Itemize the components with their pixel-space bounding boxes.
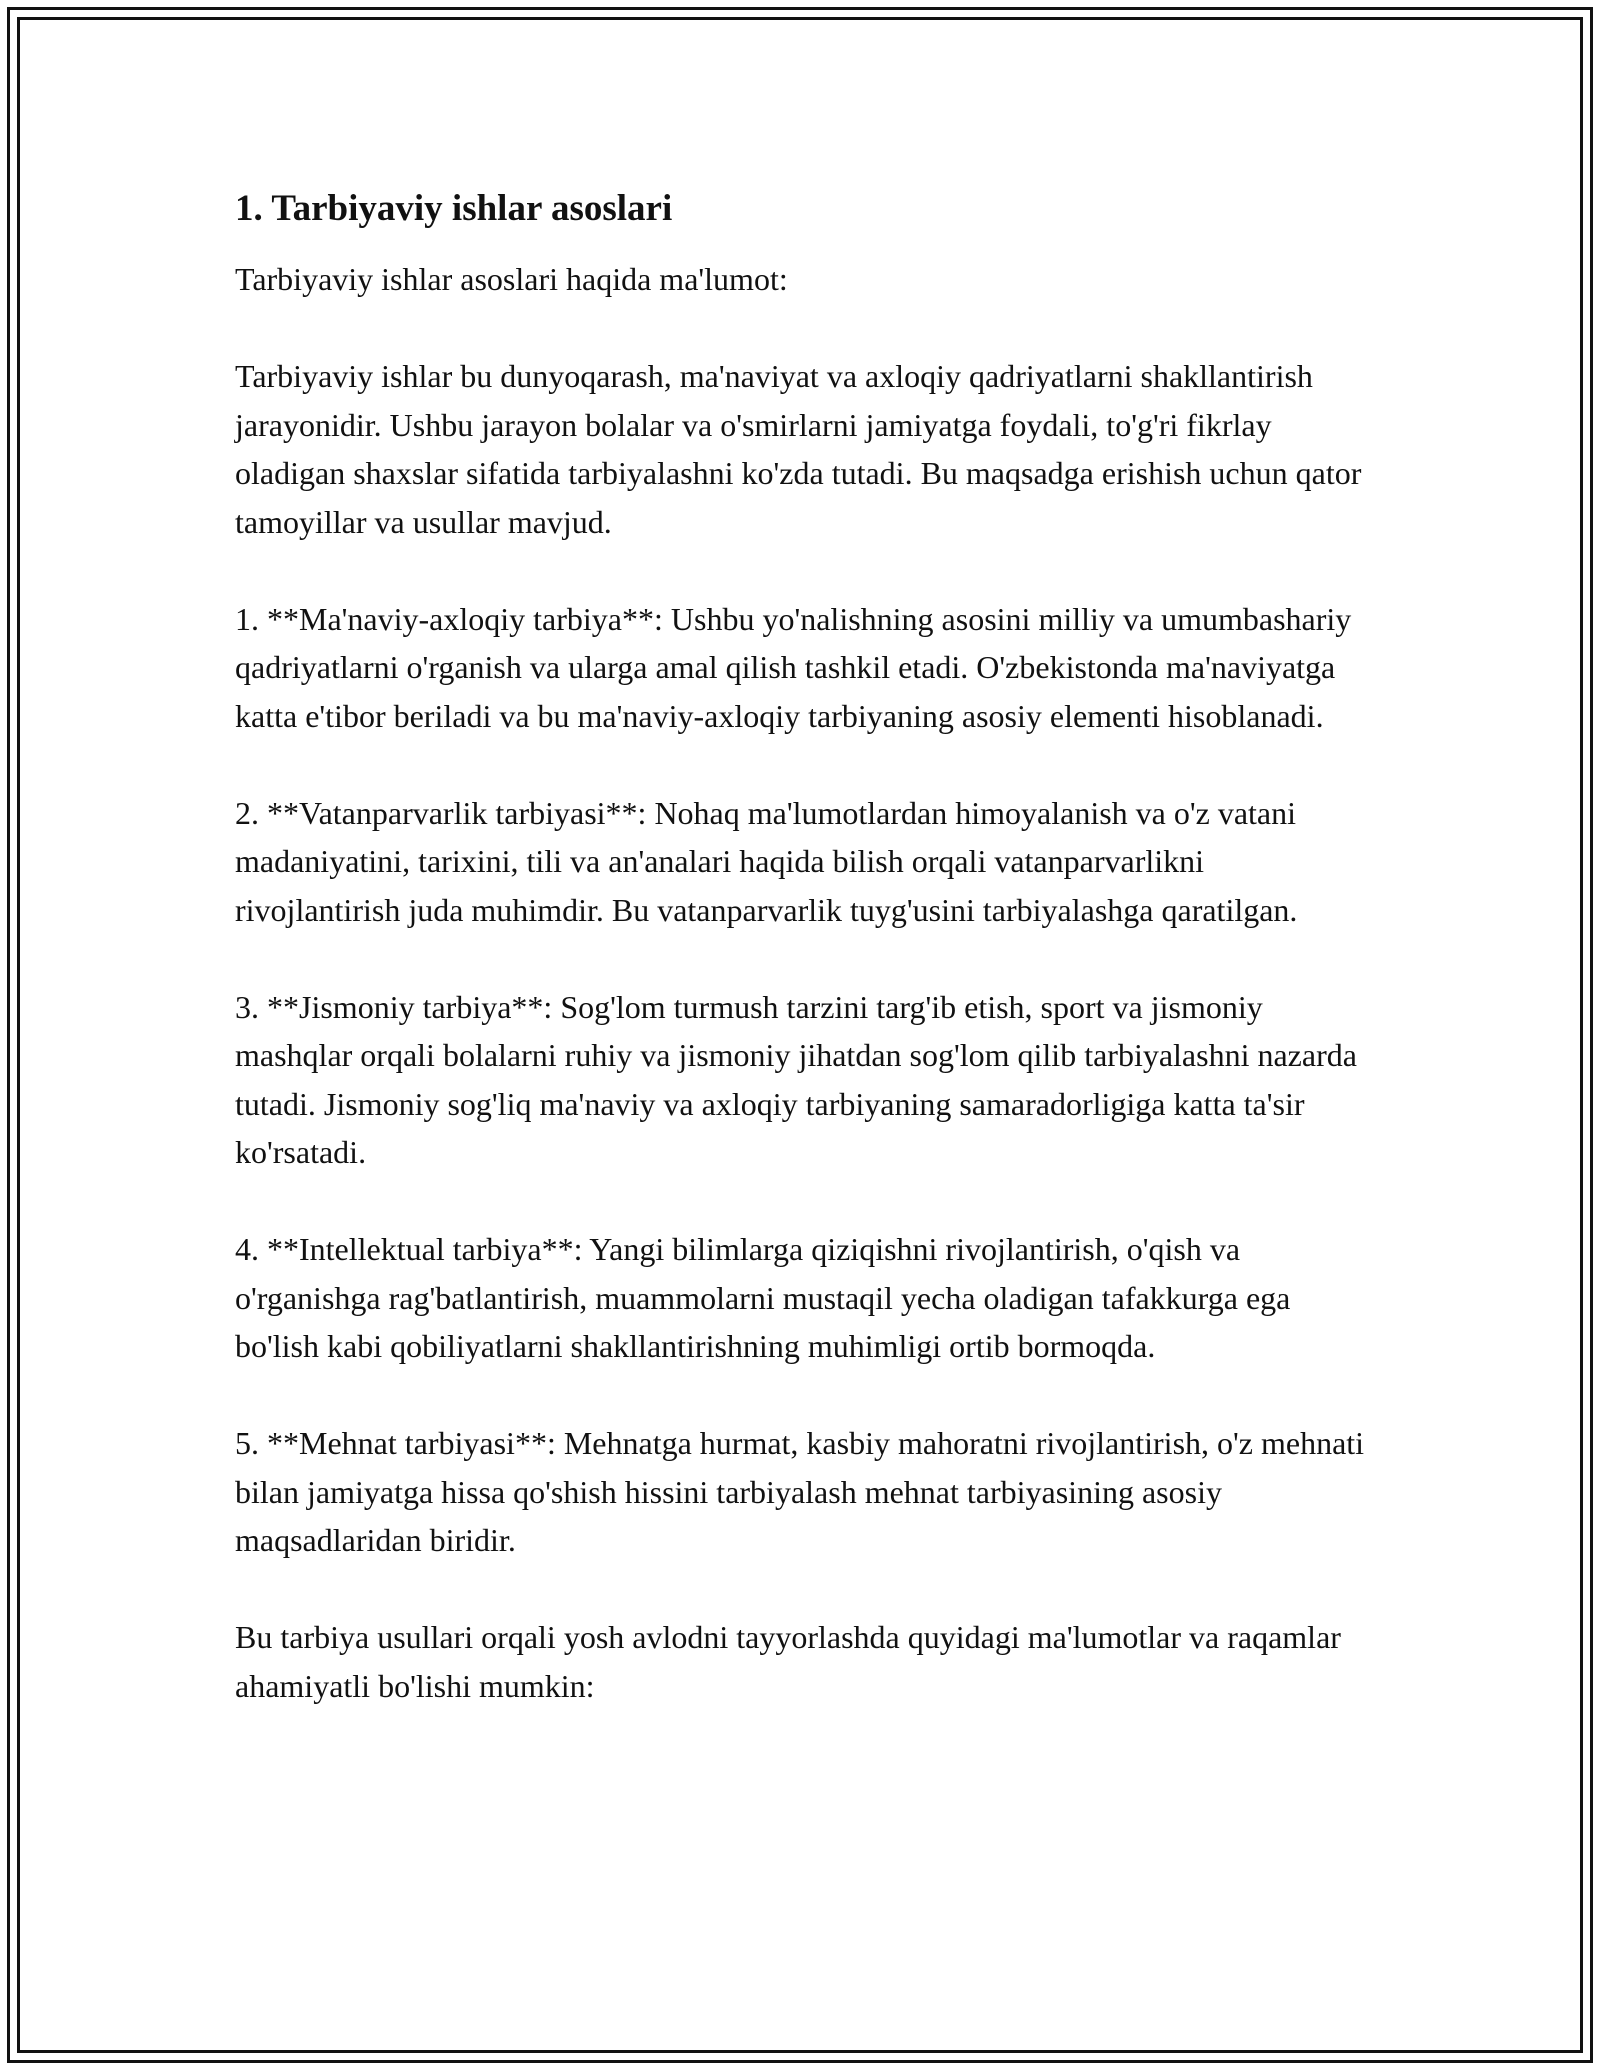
list-item-mehnat: 5. **Mehnat tarbiyasi**: Mehnatga hurmat, kasbiy mahoratni rivojlantirish, o'z mehnati bilan jamiyatga hissa qo'shish hissini tarbiyalash mehnat tarbiyasining asosiy maqsadlaridan biridir. xyxy=(235,1425,1365,1558)
document-body xyxy=(235,185,1375,1710)
list-item-manaviy-axloqiy: 1. **Ma'naviy-axloqiy tarbiya**: Ushbu yo'nalishning asosini milliy va umumbashariy qadriyatlarni o'rganish va ularga amal qilish tashkil etadi. O'zbekistonda ma'naviyatga katta e'tibor beriladi va bu ma'naviy-axloqiy tarbiyaning asosiy elementi hisoblanadi. xyxy=(235,600,1352,734)
intro-paragraph: Tarbiyaviy ishlar bu dunyoqarash, ma'naviyat va axloqiy qadriyatlarni shakllantirish jarayonidir. Ushbu jarayon bolalar va o'smirlarni jamiyatga foydali, to'g'ri fikrlay oladigan shaxslar sifatida tarbiyalashni ko'zda tutadi. Bu maqsadga erishish uchun qator tamoyillar va usullar mavjud. xyxy=(235,358,1362,540)
section-heading: 1. Tarbiyaviy ishlar asoslari xyxy=(235,188,673,229)
intro-line: Tarbiyaviy ishlar asoslari haqida ma'lumot: xyxy=(235,261,788,297)
list-item-jismoniy: 3. **Jismoniy tarbiya**: Sog'lom turmush tarzini targ'ib etish, sport va jismoniy mashqlar orqali bolalarni ruhiy va jismoniy jihatdan sog'lom qilib tarbiyalashni nazarda tutadi. Jismoniy sog'liq ma'naviy va axloqiy tarbiyaning samaradorligiga katta ta'sir ko'rsatadi. xyxy=(235,988,1357,1170)
list-item-vatanparvarlik: 2. **Vatanparvarlik tarbiyasi**: Nohaq ma'lumotlardan himoyalanish va o'z vatani madaniyatini, tarixini, tili va an'analari haqida bilish orqali vatanparvarlikni rivojlantirish juda muhimdir. Bu vatanparvarlik tuyg'usini tarbiyalashga qaratilgan. xyxy=(235,794,1298,928)
closing-paragraph: Bu tarbiya usullari orqali yosh avlodni tayyorlashda quyidagi ma'lumotlar va raqamlar ahamiyatli bo'lishi mumkin: xyxy=(235,1619,1341,1704)
list-item-intellektual: 4. **Intellektual tarbiya**: Yangi bilimlarga qiziqishni rivojlantirish, o'qish va o'rganishga rag'batlantirish, muammolarni mustaqil yecha oladigan tafakkurga ega bo'lish kabi qobiliyatlarni shakllantirishning muhimligi ortib bormoqda. xyxy=(235,1231,1291,1364)
